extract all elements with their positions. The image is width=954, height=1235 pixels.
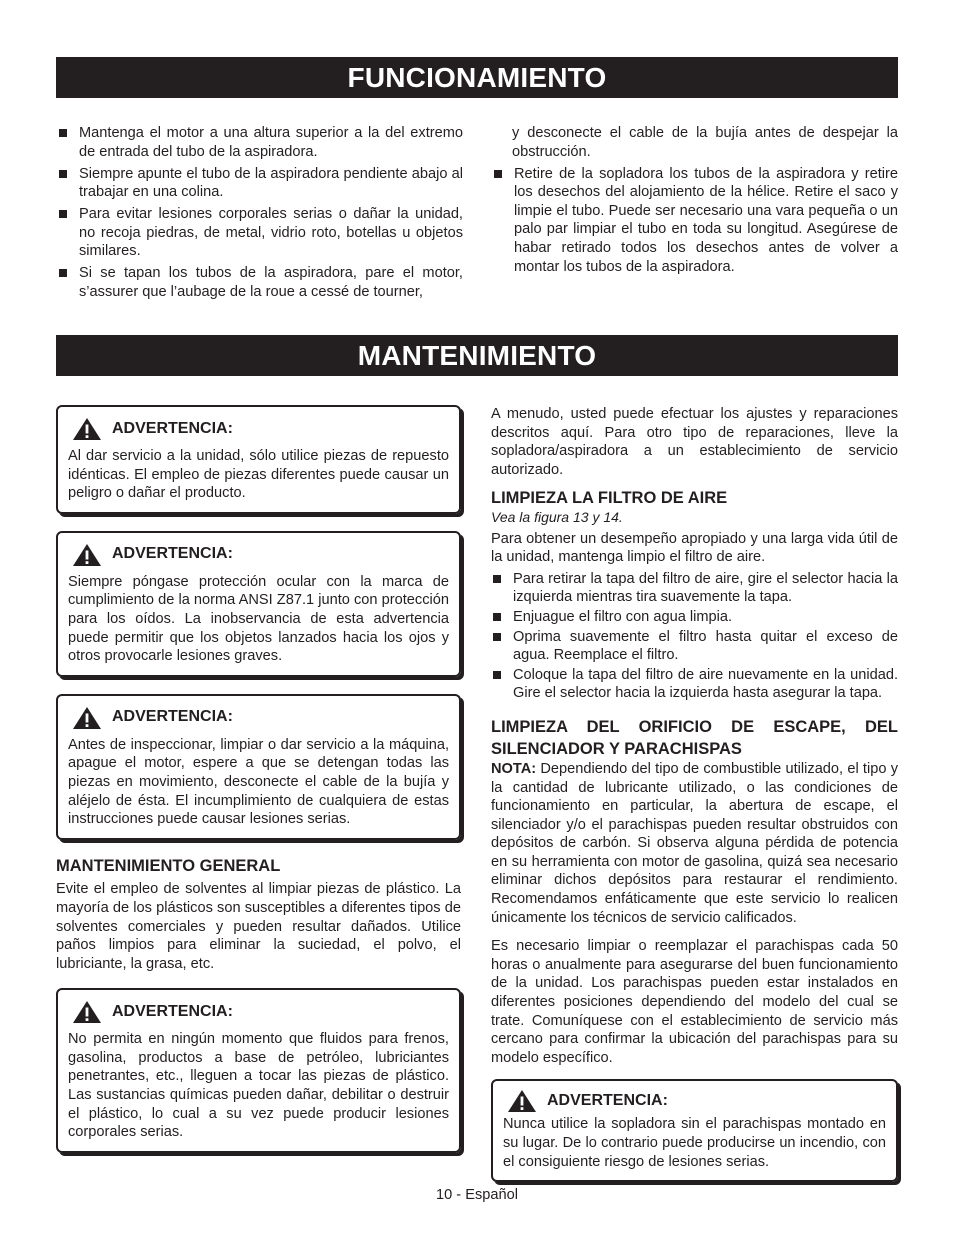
note-label: NOTA: [491, 760, 537, 777]
funcionamiento-heading: FUNCIONAMIENTO [56, 57, 898, 98]
bullet-square-icon [494, 170, 502, 178]
list-item: Para retirar la tapa del filtro de aire, gire el selector hacia la izquierda mientras tira suavemente la tapa. [491, 570, 898, 607]
warning-label: ADVERTENCIA: [112, 1002, 233, 1020]
bullet-square-icon [493, 575, 501, 583]
warning-box [56, 531, 461, 677]
warning-box [56, 988, 461, 1153]
bullet-square-icon [493, 633, 501, 641]
warning-label: ADVERTENCIA: [112, 419, 233, 437]
warning-triangle-icon [507, 1089, 537, 1113]
warning-text: Siempre póngase protección ocular con la marca de cumplimiento de la norma ANSI Z87.1 junto con protección para los oídos. La inobservancia de esta advertencia puede permitir que los objetos lanzados hacia los ojos y otros provocarle lesiones graves. [68, 573, 449, 665]
warning-text: Al dar servicio a la unidad, sólo utilice piezas de repuesto idénticas. El empleo de piezas diferentes puede causar un peligro o dañar el producto. [68, 448, 449, 502]
list-item: Coloque la tapa del filtro de aire nuevamente en la unidad. Gire el selector hacia la izquierda hasta asegurar la tapa. [491, 666, 898, 703]
warning-text: Antes de inspeccionar, limpiar o dar servicio a la máquina, apague el motor, espere a que se detengan todas las piezas en movimiento, desconecte el cable de la bujía y aléjelo de ésta. El incumplimiento de cualquiera de estas instrucciones puede causar lesiones serias. [68, 736, 449, 828]
list-item: Retire de la sopladora los tubos de la aspiradora y retire los desechos del alojamiento de la hélice. Retire el saco y limpie el tubo. Puede ser necesario una vara pequeña o un palo par limpiar el tubo en toda su longitud. Asegúrese de habar retirado todos los desechos antes de volver a montar los tubos de la aspiradora. [491, 165, 898, 277]
list-item: Enjuague el filtro con agua limpia. [491, 608, 898, 627]
bullet-square-icon [59, 129, 67, 137]
warning-text: No permita en ningún momento que fluidos para frenos, gasolina, productos a base de petróleo, lubriciantes penetrantes, etc., lleguen a tocar las piezas de plástico. Las sustancias químicas pueden dañar, debilitar o destruir el plástico, lo cual a su vez puede producir lesiones corporales serias. [68, 1031, 449, 1141]
warning-box [491, 1079, 898, 1182]
warning-text: Nunca utilice la sopladora sin el parachispas montado en su lugar. De lo contrario puede producirse un incendio, con el consiguiente riesgo de lesiones serias. [503, 1116, 886, 1170]
warning-triangle-icon [72, 417, 102, 441]
mantenimiento-right-column [491, 405, 898, 1199]
note-text: Dependiendo del tipo de combustible utilizado, el tipo y la cantidad de lubricante utilizado, o las condiciones de funcionamiento en particular, la abertura de escape, el silenciador y/o el parachispas pueden resultar obstruidos con depósitos de carbón. Si observa alguna pérdida de potencia en su herramienta con motor de gasolina, quizá sea necesario eliminar dichos depósitos para restaurar el rendimiento. Recomendamos enfáticamente que este servicio lo realicen únicamente los técnicos de servicio calificados. [491, 760, 898, 926]
spark-arrestor-text: Es necesario limpiar o reemplazar el parachispas cada 50 horas o anualmente para asegurarse del buen funcionamiento de la unidad. Los parachispas pueden estar instalados en diferentes posiciones dependiendo del modelo del cual se trate. Comuníquese con el establecimiento de servicio más cercano para confirmar la ubicación del parachispas para su modelo específico. [491, 938, 898, 1066]
bullet-square-icon [59, 269, 67, 277]
warning-triangle-icon [72, 543, 102, 567]
funcionamiento-right-column [491, 124, 898, 280]
mantenimiento-left-column [56, 405, 461, 1170]
list-item: Siempre apunte el tubo de la aspiradora pendiente abajo al trabajar en una colina. [56, 165, 463, 202]
bullet-square-icon [59, 210, 67, 218]
list-item-continuation: y desconecte el cable de la bujía antes de despejar la obstrucción. [512, 125, 898, 160]
list-item: Si se tapan los tubos de la aspiradora, pare el motor, s’assurer que l’aubage de la roue a cessé de tourner, [56, 264, 463, 301]
mantenimiento-heading: MANTENIMIENTO [56, 335, 898, 376]
bullet-square-icon [493, 613, 501, 621]
warning-label: ADVERTENCIA: [547, 1092, 668, 1110]
funcionamiento-left-column [56, 124, 463, 305]
warning-label: ADVERTENCIA: [112, 708, 233, 726]
warning-box [56, 405, 461, 514]
figure-reference: Vea la figura 13 y 14. [491, 508, 623, 525]
bullet-square-icon [493, 671, 501, 679]
warning-box [56, 694, 461, 840]
intro-text: A menudo, usted puede efectuar los ajustes y reparaciones descritos aquí. Para otro tipo de reparaciones, lleve la sopladora/aspiradora a un establecimiento de servicio autorizado. [491, 406, 898, 478]
note-paragraph [491, 760, 898, 927]
air-filter-heading: LIMPIEZA LA FILTRO DE AIRE [491, 489, 728, 508]
general-maintenance-text: Evite el empleo de solventes al limpiar piezas de plástico. La mayoría de los plásticos son susceptibles a diferentes tipos de solventes comerciales y pueden resultar dañados. Utilice paños limpios para eliminar la suciedad, el polvo, el lubriciante, la grasa, etc. [56, 881, 461, 972]
list-item: Oprima suavemente el filtro hasta quitar el exceso de agua. Reemplace el filtro. [491, 628, 898, 665]
warning-label: ADVERTENCIA: [112, 545, 233, 563]
list-item: Mantenga el motor a una altura superior a la del extremo de entrada del tubo de la aspiradora. [56, 124, 463, 161]
air-filter-intro: Para obtener un desempeño apropiado y una larga vida útil de la unidad, mantenga limpio el filtro de aire. [491, 530, 898, 566]
general-maintenance-heading: MANTENIMIENTO GENERAL [56, 856, 281, 875]
bullet-square-icon [59, 170, 67, 178]
warning-triangle-icon [72, 1000, 102, 1024]
page-number: 10 - Español [436, 1187, 518, 1203]
warning-triangle-icon [72, 706, 102, 730]
exhaust-heading: LIMPIEZA DEL ORIFICIO DE ESCAPE, DEL SILENCIADOR Y PARACHISPAS [491, 717, 898, 758]
list-item: Para evitar lesiones corporales serias o dañar la unidad, no recoja piedras, de metal, vidrio roto, botellas u objetos similares. [56, 205, 463, 261]
